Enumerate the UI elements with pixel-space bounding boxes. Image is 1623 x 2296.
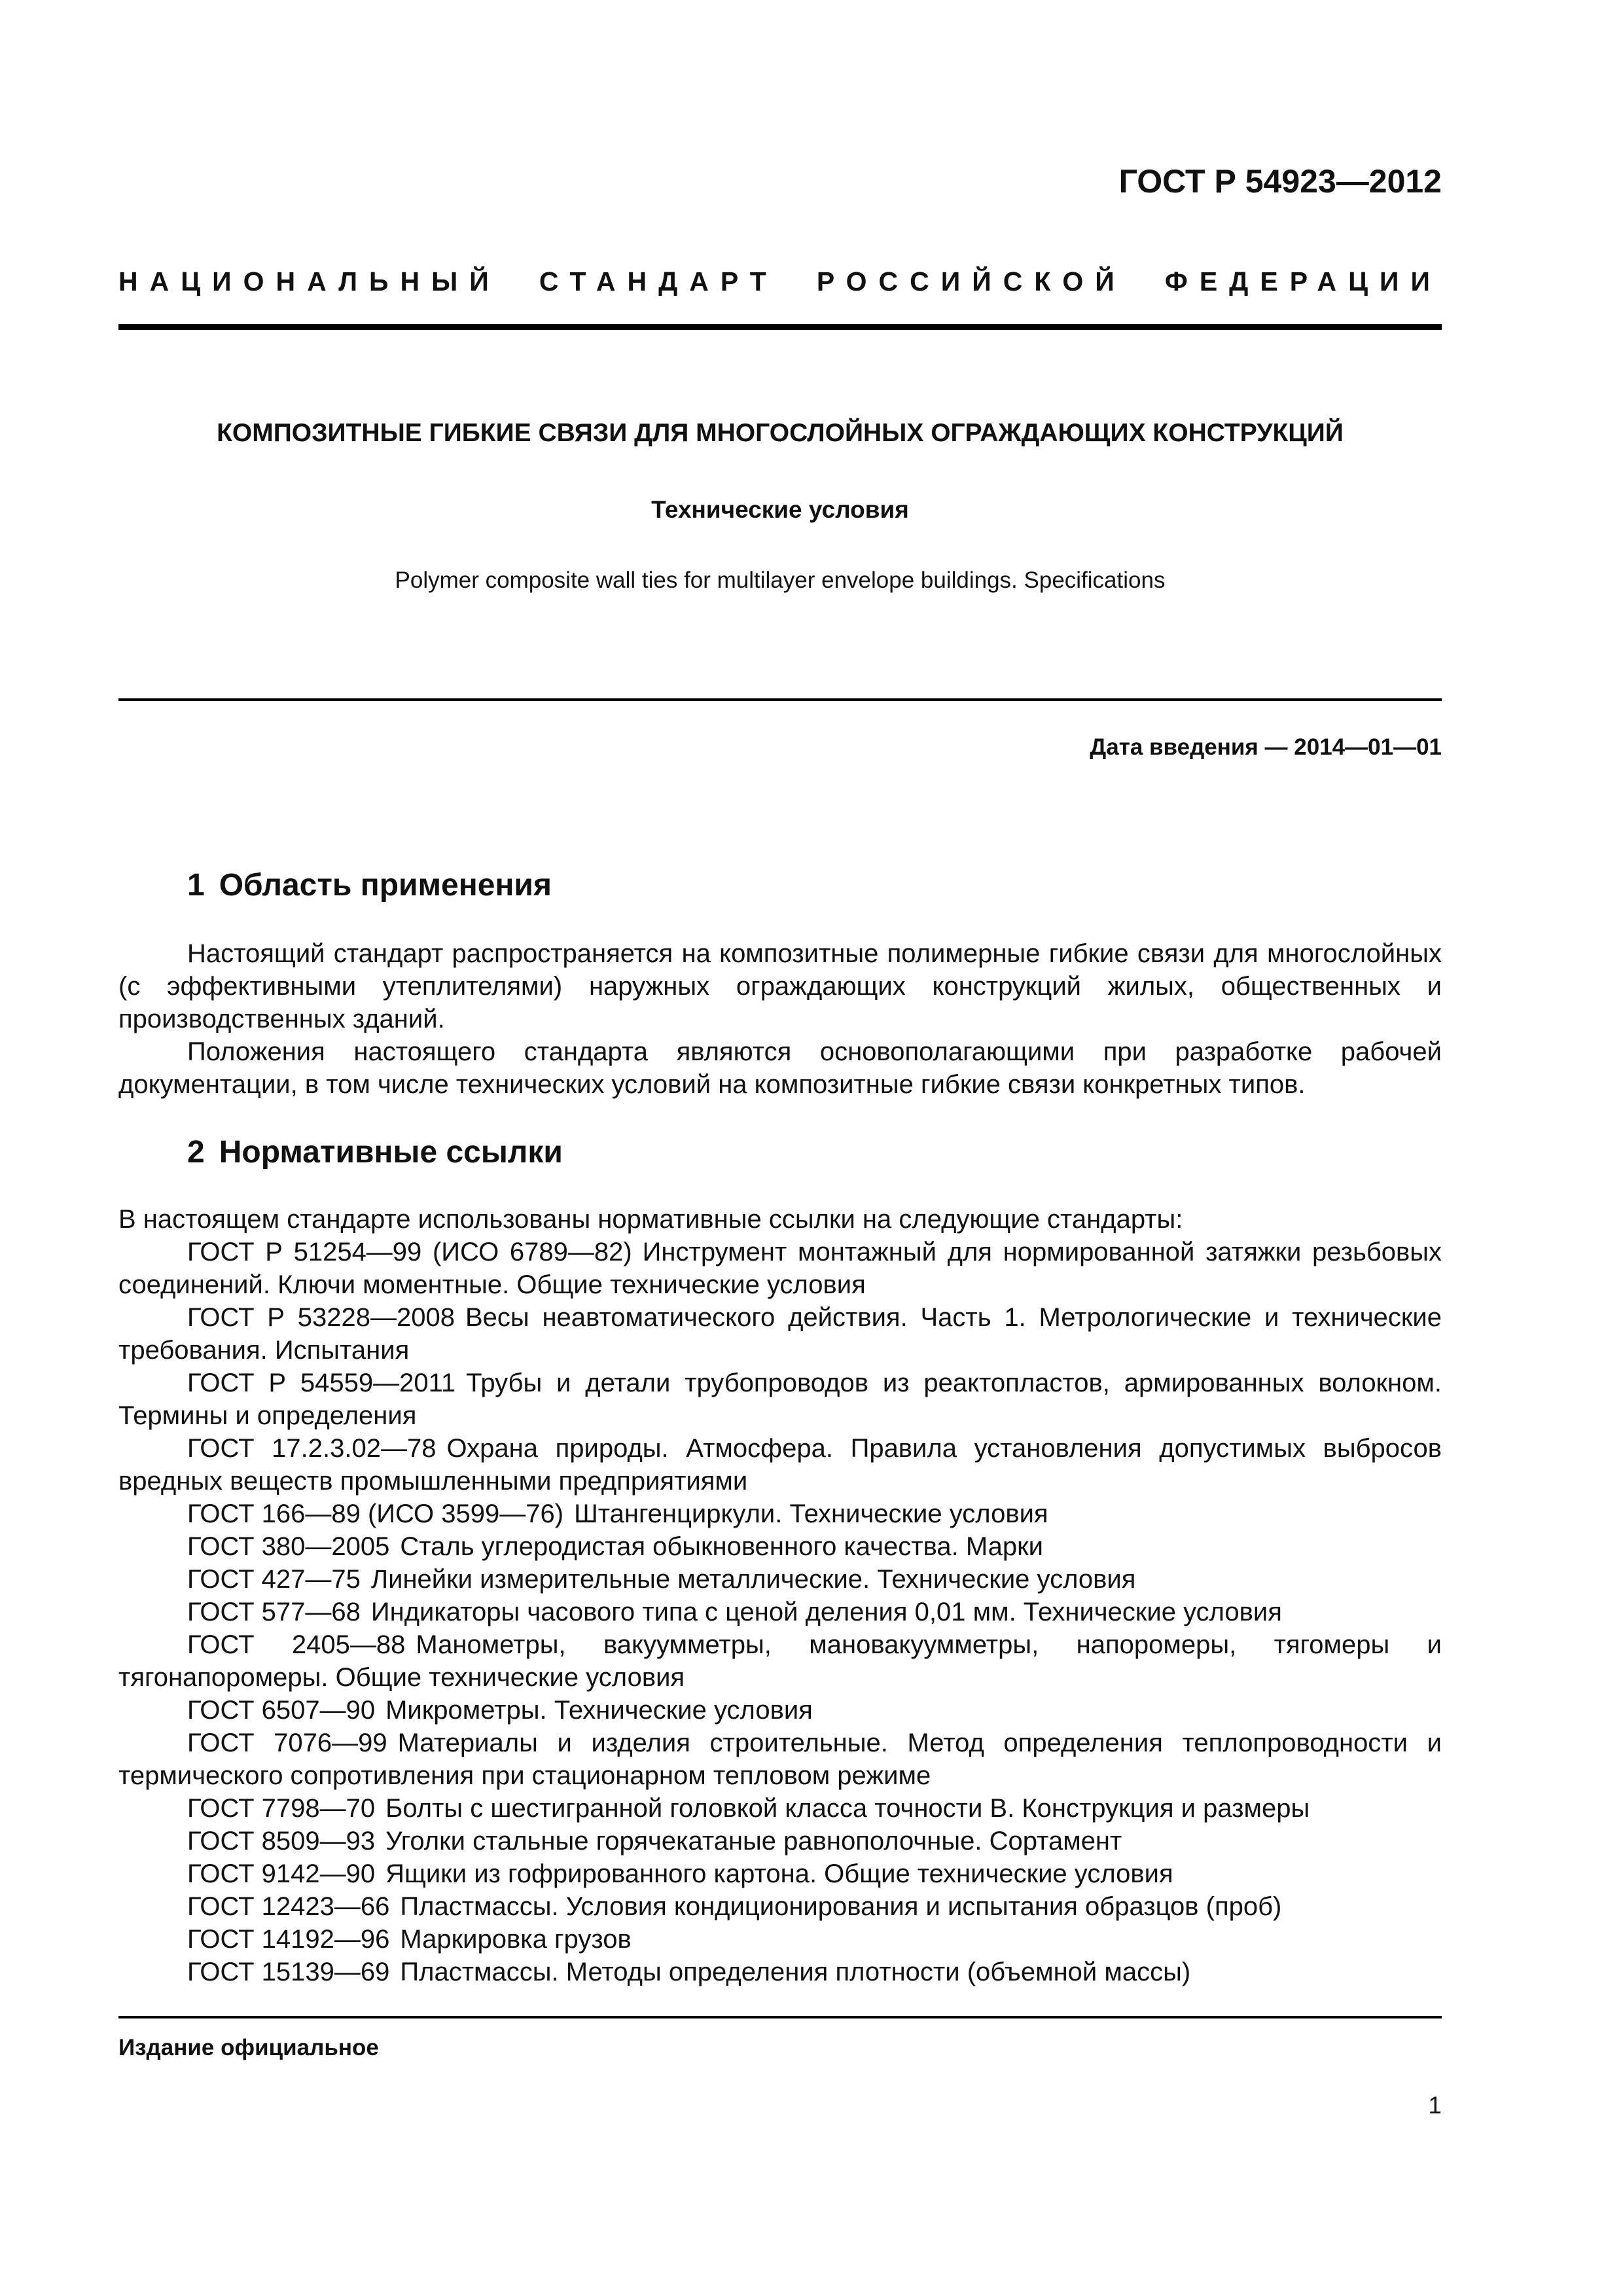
- references-section-body: [118, 1203, 1442, 1988]
- reference-title: Штангенциркули. Технические условия: [574, 1499, 1048, 1528]
- reference-item: [118, 1236, 1442, 1301]
- reference-title: Микрометры. Технические условия: [385, 1696, 813, 1725]
- reference-title: Линейки измерительные металлические. Технические условия: [370, 1565, 1136, 1594]
- reference-title: Весы неавтоматического действия. Часть 1. Метрологические и технические требования. Испытания: [118, 1303, 1442, 1365]
- reference-title: Охрана природы. Атмосфера. Правила установления допустимых выбросов вредных веществ промышленными предприятиями: [118, 1434, 1442, 1496]
- reference-item: [118, 1432, 1442, 1498]
- section-title: Область применения: [219, 868, 552, 903]
- reference-item: [118, 1727, 1442, 1792]
- section-number: 1: [187, 868, 205, 903]
- reference-title: Материалы и изделия строительные. Метод определения теплопроводности и термического сопротивления при стационарном тепловом режиме: [118, 1729, 1442, 1790]
- reference-code: ГОСТ 380—2005: [187, 1532, 390, 1561]
- section-heading-references: [187, 1134, 563, 1170]
- reference-code: ГОСТ 427—75: [187, 1565, 361, 1594]
- reference-code: ГОСТ 15139—69: [187, 1958, 390, 1986]
- document-subtitle: Технические условия: [651, 496, 909, 523]
- section-title: Нормативные ссылки: [219, 1135, 563, 1170]
- section-number: 2: [187, 1135, 205, 1170]
- org-word: РОССИЙСКОЙ: [816, 266, 1126, 296]
- page-number: 1: [1428, 2092, 1442, 2119]
- references-intro: В настоящем стандарте использованы нормативные ссылки на следующие стандарты:: [118, 1205, 1183, 1234]
- reference-item: [118, 1367, 1442, 1432]
- reference-code: ГОСТ 14192—96: [187, 1925, 390, 1954]
- reference-item: [118, 1956, 1442, 1988]
- org-word: ФЕДЕРАЦИИ: [1164, 266, 1442, 296]
- org-word: СТАНДАРТ: [539, 266, 778, 296]
- reference-code: ГОСТ Р 51254—99 (ИСО 6789—82): [187, 1238, 632, 1266]
- reference-title: Болты с шестигранной головкой класса точности В. Конструкция и размеры: [385, 1794, 1310, 1823]
- reference-title: Индикаторы часового типа с ценой деления 0,01 мм. Технические условия: [370, 1598, 1282, 1626]
- reference-title: Уголки стальные горячекатаные равнополочные. Сортамент: [385, 1827, 1122, 1856]
- reference-code: ГОСТ 12423—66: [187, 1892, 390, 1921]
- reference-title: Ящики из гофрированного картона. Общие технические условия: [385, 1859, 1173, 1888]
- title-divider: [118, 698, 1442, 701]
- org-word: НАЦИОНАЛЬНЫЙ: [118, 266, 501, 296]
- header-divider: [118, 324, 1442, 330]
- reference-title: Трубы и детали трубопроводов из реактопластов, армированных волокном. Термины и определения: [118, 1369, 1442, 1430]
- reference-item: [118, 1792, 1442, 1825]
- reference-code: ГОСТ 6507—90: [187, 1696, 376, 1725]
- reference-item: [118, 1596, 1442, 1628]
- reference-code: ГОСТ Р 53228—2008: [187, 1303, 455, 1332]
- reference-title: Пластмассы. Методы определения плотности (объемной массы): [400, 1958, 1191, 1986]
- reference-item: [118, 1890, 1442, 1923]
- reference-title: Сталь углеродистая обыкновенного качества. Марки: [400, 1532, 1043, 1561]
- reference-title: Манометры, вакуумметры, мановакуумметры, напоромеры, тягомеры и тягонапоромеры. Общие технические условия: [118, 1630, 1442, 1692]
- reference-item: [118, 1628, 1442, 1694]
- reference-code: ГОСТ 2405—88: [187, 1630, 406, 1659]
- official-edition-note: Издание официальное: [118, 2035, 379, 2060]
- scope-section-body: [118, 937, 1442, 1101]
- reference-item: [118, 1857, 1442, 1890]
- reference-code: ГОСТ 7076—99: [187, 1729, 387, 1757]
- reference-code: ГОСТ Р 54559—2011: [187, 1369, 456, 1397]
- reference-item: [118, 1563, 1442, 1596]
- introduction-date: Дата введения — 2014—01—01: [1090, 734, 1442, 760]
- footer-divider: [118, 2016, 1442, 2018]
- reference-title: Пластмассы. Условия кондиционирования и испытания образцов (проб): [400, 1892, 1282, 1921]
- reference-code: ГОСТ 17.2.3.02—78: [187, 1434, 437, 1463]
- scope-paragraph: Положения настоящего стандарта являются основополагающими при разработке рабочей документации, в том числе технических условий на композитные гибкие связи конкретных типов.: [118, 1037, 1442, 1099]
- english-title: Polymer composite wall ties for multilayer envelope buildings. Specifications: [395, 567, 1166, 593]
- reference-item: [118, 1301, 1442, 1367]
- reference-code: ГОСТ 577—68: [187, 1598, 361, 1626]
- scope-paragraph: Настоящий стандарт распространяется на композитные полимерные гибкие связи для многослойных (с эффективными утеплителями) наружных ограждающих конструкций жилых, общественных и производственных зданий.: [118, 939, 1442, 1033]
- reference-code: ГОСТ 7798—70: [187, 1794, 376, 1823]
- reference-item: [118, 1498, 1442, 1530]
- document-title: КОМПОЗИТНЫЕ ГИБКИЕ СВЯЗИ ДЛЯ МНОГОСЛОЙНЫХ ОГРАЖДАЮЩИХ КОНСТРУКЦИЙ: [217, 419, 1344, 447]
- reference-code: ГОСТ 9142—90: [187, 1859, 376, 1888]
- reference-code: ГОСТ 8509—93: [187, 1827, 376, 1856]
- reference-item: [118, 1923, 1442, 1956]
- reference-code: ГОСТ 166—89 (ИСО 3599—76): [187, 1499, 564, 1528]
- reference-title: Инструмент монтажный для нормированной затяжки резьбовых соединений. Ключи моментные. Общие технические условия: [118, 1238, 1442, 1299]
- reference-item: [118, 1530, 1442, 1563]
- reference-item: [118, 1694, 1442, 1727]
- reference-title: Маркировка грузов: [400, 1925, 632, 1954]
- document-number: ГОСТ Р 54923—2012: [1118, 163, 1442, 200]
- reference-item: [118, 1825, 1442, 1857]
- reference-list: [118, 1236, 1442, 1988]
- section-heading-scope: [187, 867, 552, 903]
- standard-organization-line: [118, 266, 1442, 297]
